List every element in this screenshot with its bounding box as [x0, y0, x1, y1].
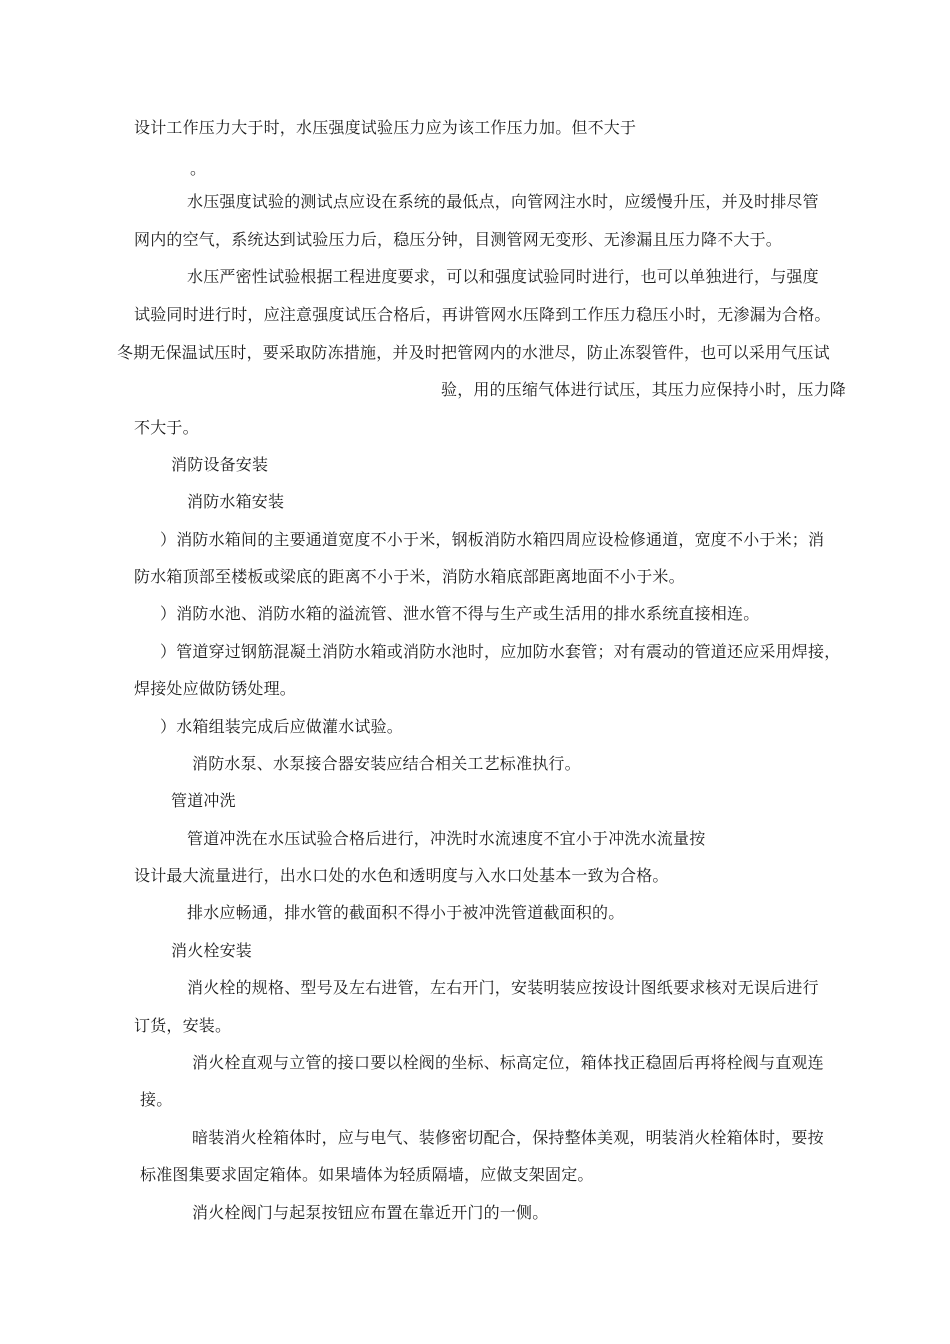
paragraph-line: 消防水泵、水泵接合器安装应结合相关工艺标准执行。: [192, 754, 581, 773]
paragraph-line: 水压强度试验的测试点应设在系统的最低点，向管网注水时，应缓慢升压，并及时排尽管: [187, 192, 819, 211]
paragraph-line: 网内的空气，系统达到试验压力后，稳压分钟，目测管网无变形、无渗漏且压力降不大于。: [134, 230, 783, 249]
section-heading: 管道冲洗: [171, 791, 236, 810]
paragraph-line: 设计工作压力大于时，水压强度试验压力应为该工作压力加。但不大于: [134, 118, 637, 137]
paragraph-line: 接。: [140, 1090, 173, 1109]
section-heading: 消防设备安装: [171, 455, 269, 474]
paragraph-line: 订货，安装。: [134, 1016, 232, 1035]
paragraph-line: 试验同时进行时，应注意强度试压合格后，再讲管网水压降到工作压力稳压小时，无渗漏为合格。: [134, 305, 831, 324]
paragraph-line: 设计最大流量进行，出水口处的水色和透明度与入水口处基本一致为合格。: [134, 866, 669, 885]
list-item: ）管道穿过钢筋混凝土消防水箱或消防水池时，应加防水套管；对有震动的管道还应采用焊接，: [160, 642, 841, 661]
paragraph-line: 标准图集要求固定箱体。如果墙体为轻质隔墙，应做支架固定。: [140, 1165, 594, 1184]
paragraph-line: 管道冲洗在水压试验合格后进行，冲洗时水流速度不宜小于冲洗水流量按: [187, 829, 706, 848]
list-item: ）消防水池、消防水箱的溢流管、泄水管不得与生产或生活用的排水系统直接相连。: [160, 604, 760, 623]
paragraph-line: 冬期无保温试压时，要采取防冻措施，并及时把管网内的水泄尽，防止冻裂管件，也可以采用气压试: [117, 343, 830, 362]
section-heading: 消火栓安装: [171, 941, 253, 960]
paragraph-line: 消火栓阀门与起泵按钮应布置在靠近开门的一侧。: [192, 1203, 549, 1222]
paragraph-line: 排水应畅通，排水管的截面积不得小于被冲洗管道截面积的。: [187, 903, 625, 922]
list-item: ）消防水箱间的主要通道宽度不小于米，钢板消防水箱四周应设检修通道，宽度不小于米；消: [160, 530, 825, 549]
paragraph-line: 验，用的压缩气体进行试压，其压力应保持小时，压力降: [441, 380, 847, 399]
paragraph-line: 防水箱顶部至楼板或梁底的距离不小于米，消防水箱底部距离地面不小于米。: [134, 567, 685, 586]
paragraph-line: 消火栓直观与立管的接口要以栓阀的坐标、标高定位，箱体找正稳固后再将栓阀与直观连: [192, 1053, 824, 1072]
paragraph-line: 不大于。: [134, 418, 199, 437]
paragraph-line: 暗装消火栓箱体时，应与电气、装修密切配合，保持整体美观，明装消火栓箱体时，要按: [192, 1128, 824, 1147]
paragraph-line: 水压严密性试验根据工程进度要求，可以和强度试验同时进行，也可以单独进行，与强度: [187, 267, 819, 286]
paragraph-line: 。: [190, 159, 207, 178]
list-item: ）水箱组装完成后应做灌水试验。: [160, 717, 404, 736]
paragraph-line: 焊接处应做防锈处理。: [134, 679, 297, 698]
paragraph-line: 消火栓的规格、型号及左右进管，左右开门，安装明装应按设计图纸要求核对无误后进行: [187, 978, 819, 997]
subsection-heading: 消防水箱安装: [187, 492, 285, 511]
